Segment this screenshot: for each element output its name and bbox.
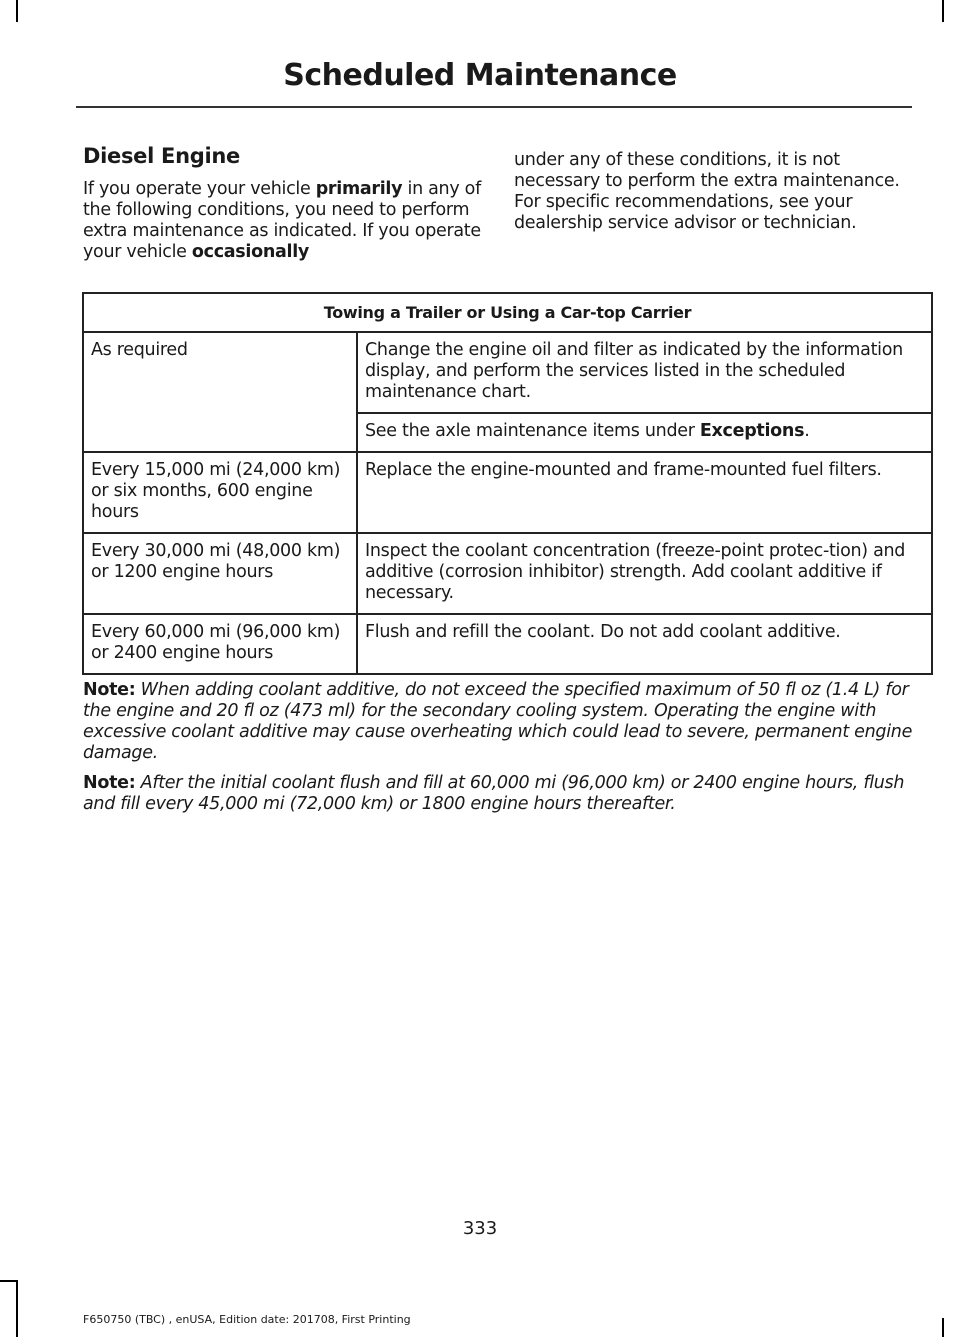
notes-section xyxy=(83,680,913,824)
action-cell xyxy=(357,413,932,452)
intro-text-2: in any of the following conditions, you need to perform extra maintenance as indicated. If you operate your vehicle xyxy=(83,179,481,262)
crop-mark-top-left xyxy=(16,0,18,22)
intro-text-1: If you operate your vehicle xyxy=(83,179,316,199)
action-cell: Flush and refill the coolant. Do not add coolant additive. xyxy=(357,614,932,674)
intro-bold-occasionally: occasionally xyxy=(191,242,309,262)
exceptions-reference: Exceptions xyxy=(699,421,805,441)
maintenance-table xyxy=(82,292,933,675)
interval-cell: As required xyxy=(83,332,357,452)
page-title: Scheduled Maintenance xyxy=(283,58,677,93)
note-label: Note: xyxy=(83,680,136,700)
crop-mark-bottom-left xyxy=(16,1280,18,1337)
intro-paragraph xyxy=(83,179,481,263)
crop-mark-bottom-right xyxy=(942,1318,944,1337)
note-text: When adding coolant additive, do not exceed the specified maximum of 50 fl oz (1.4 L) for the engine and 20 fl oz (473 ml) for the secondary cooling system. Operating the engine with excessive coolant additive may cause overheating which could lead to severe, permanent engine damage. xyxy=(83,680,913,763)
table-row xyxy=(83,614,932,674)
edition-footer: F650750 (TBC) , enUSA, Edition date: 201708, First Printing xyxy=(83,1313,411,1326)
interval-cell: Every 60,000 mi (96,000 km) or 2400 engine hours xyxy=(83,614,357,674)
intro-right-column xyxy=(514,150,912,234)
table-title: Towing a Trailer or Using a Car-top Carrier xyxy=(83,293,932,332)
table-row xyxy=(83,533,932,614)
action-cell: Change the engine oil and filter as indicated by the information display, and perform the services listed in the scheduled maintenance chart. xyxy=(357,332,932,413)
header-divider xyxy=(76,106,912,108)
action-text-suffix: . xyxy=(804,421,810,441)
table-header-row xyxy=(83,293,932,332)
crop-mark-bottom-left-h xyxy=(0,1280,18,1282)
action-cell: Inspect the coolant concentration (freeze-point protec-tion) and additive (corrosion inhibitor) strength. Add coolant additive if necessary. xyxy=(357,533,932,614)
intro-bold-primarily: primarily xyxy=(315,179,403,199)
note xyxy=(83,773,913,815)
note-label: Note: xyxy=(83,773,136,793)
table-row xyxy=(83,452,932,533)
crop-mark-top-right xyxy=(942,0,944,22)
action-text: See the axle maintenance items under xyxy=(365,421,700,441)
note-text: After the initial coolant flush and fill at 60,000 mi (96,000 km) or 2400 engine hours, flush and fill every 45,000 mi (72,000 km) or 1800 engine hours thereafter. xyxy=(83,773,905,814)
section-heading: Diesel Engine xyxy=(83,144,240,168)
intro-left-column xyxy=(83,146,481,263)
interval-cell: Every 30,000 mi (48,000 km) or 1200 engine hours xyxy=(83,533,357,614)
note xyxy=(83,680,913,764)
intro-paragraph-continued: under any of these conditions, it is not necessary to perform the extra maintenance. For specific recommendations, see your dealership service advisor or technician. xyxy=(514,150,900,233)
table-row xyxy=(83,332,932,413)
page-number: 333 xyxy=(462,1218,498,1239)
action-cell: Replace the engine-mounted and frame-mounted fuel filters. xyxy=(357,452,932,533)
interval-cell: Every 15,000 mi (24,000 km) or six months, 600 engine hours xyxy=(83,452,357,533)
